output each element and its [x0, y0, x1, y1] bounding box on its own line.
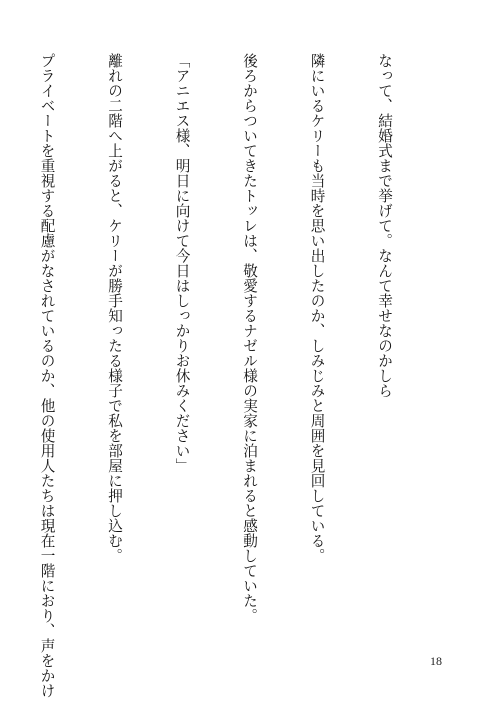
text-line: 隣にいるケリーも当時を思い出したのか、しみじみと周囲を見回している。: [308, 53, 326, 563]
text-line: 離れの二階へ上がると、ケリーが勝手知ったる様子で私を部屋に押し込む。: [106, 53, 123, 563]
page-number: 18: [430, 654, 442, 668]
text-line: なって、結婚式まで挙げて。なんて幸せなのかしら: [376, 53, 393, 398]
text-line: 後ろからついてきたトッレは、敬愛するナゼル様の実家に泊まれると感動していた。: [241, 53, 258, 623]
text-line: 「アニエス様、明日に向けて今日はしっかりお休みください」: [173, 53, 191, 473]
text-line: プライベートを重視する配慮がなされているのか、他の使用人たちは現在一階におり、声をかけ: [38, 53, 56, 698]
